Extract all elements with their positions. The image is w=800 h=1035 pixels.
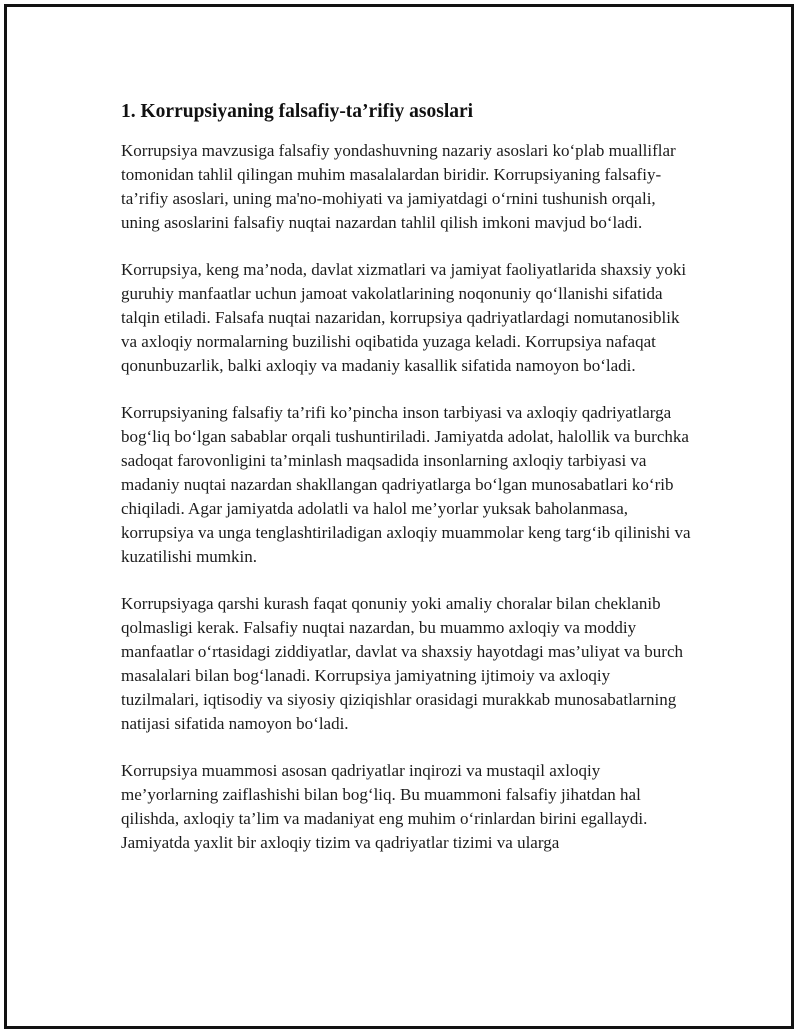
- paragraph-3: Korrupsiyaning falsafiy ta’rifi ko’pincha inson tarbiyasi va axloqiy qadriyatlarga bog‘liq bo‘lgan sabablar orqali tushuntiriladi. Jamiyatda adolat, halollik va burchka sadoqat farovonligini ta’minlash maqsadida insonlarning axloqiy tarbiyasi va madaniy nuqtai nazardan shakllangan qadriyatlarga bo‘lgan munosabatlari ko‘rib chiqiladi. Agar jamiyatda adolatli va halol me’yorlar yuksak baholanmasa, korrupsiya va unga tenglashtiriladigan axloqiy muammolar keng targ‘ib qilinishi va kuzatilishi mumkin.: [121, 403, 691, 566]
- document-body: [121, 99, 691, 878]
- paragraph-4: Korrupsiyaga qarshi kurash faqat qonuniy yoki amaliy choralar bilan cheklanib qolmasligi kerak. Falsafiy nuqtai nazardan, bu muammo axloqiy va moddiy manfaatlar o‘rtasidagi ziddiyatlar, davlat va shaxsiy hayotdagi mas’uliyat va burch masalalari bilan bog‘lanadi. Korrupsiya jamiyatning ijtimoiy va axloqiy tuzilmalari, iqtisodiy va siyosiy qiziqishlar orasidagi murakkab munosabatlarning natijasi sifatida namoyon bo‘ladi.: [121, 594, 684, 733]
- paragraph-1: Korrupsiya mavzusiga falsafiy yondashuvning nazariy asoslari ko‘plab mualliflar tomonidan tahlil qilingan muhim masalalardan biridir. Korrupsiyaning falsafiy-ta’rifiy asoslari, uning ma'no-mohiyati va jamiyatdagi o‘rnini tushunish orqali, uning asoslarini falsafiy nuqtai nazardan tahlil qilish imkoni mavjud bo‘ladi.: [121, 141, 676, 232]
- paragraph-5: Korrupsiya muammosi asosan qadriyatlar inqirozi va mustaqil axloqiy me’yorlarning zaiflashishi bilan bog‘liq. Bu muammoni falsafiy jihatdan hal qilishda, axloqiy ta’lim va madaniyat eng muhim o‘rinlardan birini egallaydi. Jamiyatda yaxlit bir axloqiy tizim va qadriyatlar tizimi va ularga: [121, 761, 648, 852]
- paragraph-2: Korrupsiya, keng ma’noda, davlat xizmatlari va jamiyat faoliyatlarida shaxsiy yoki guruhiy manfaatlar uchun jamoat vakolatlarining noqonuniy qo‘llanishi sifatida talqin etiladi. Falsafa nuqtai nazaridan, korrupsiya qadriyatlardagi nomutanosiblik va axloqiy normalarning buzilishi oqibatida yuzaga keladi. Korrupsiya nafaqat qonunbuzarlik, balki axloqiy va madaniy kasallik sifatida namoyon bo‘ladi.: [121, 260, 687, 375]
- section-heading: 1. Korrupsiyaning falsafiy-ta’rifiy asoslari: [121, 101, 474, 122]
- page-frame: [4, 4, 794, 1029]
